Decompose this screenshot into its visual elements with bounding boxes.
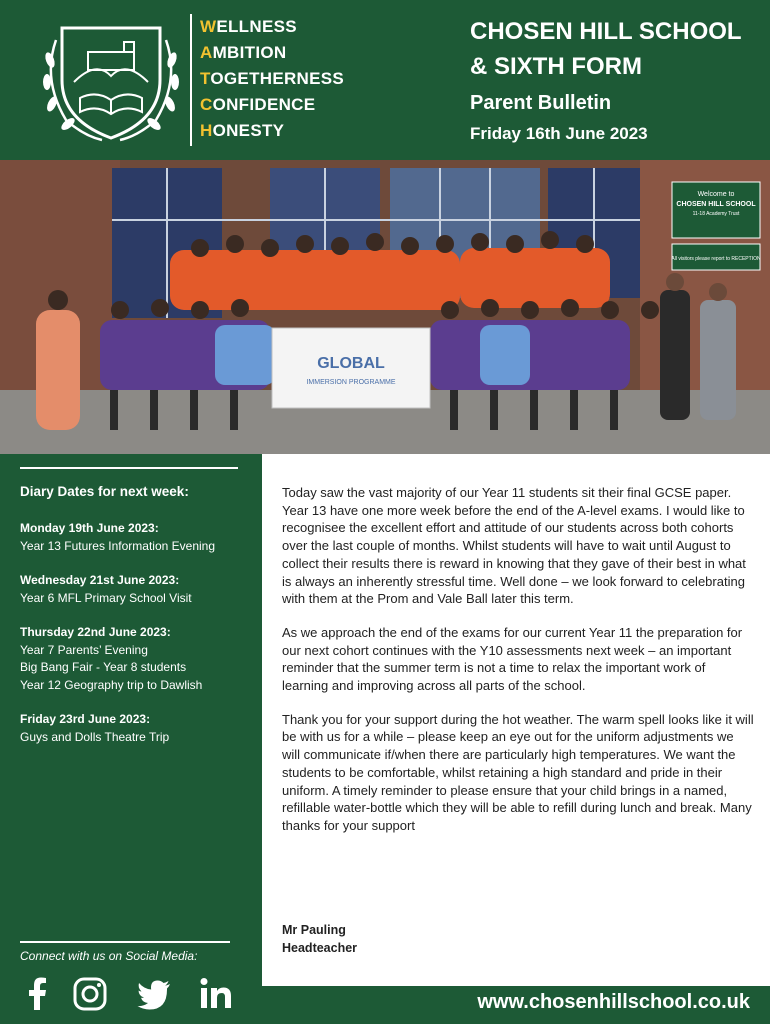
bulletin-date: Friday 16th June 2023 [470, 124, 648, 143]
diary-entry [20, 572, 255, 607]
diary-day: Wednesday 21st June 2023: [20, 573, 180, 587]
diary-day: Monday 19th June 2023: [20, 521, 159, 535]
banner-title: GLOBAL [317, 355, 385, 372]
divider [20, 941, 230, 943]
sign-school-name: CHOSEN HILL SCHOOL [676, 201, 756, 208]
value-confidence: CONFIDENCE [200, 95, 316, 114]
school-crest-logo [40, 20, 182, 144]
diary-item: Year 6 MFL Primary School Visit [20, 590, 192, 605]
group-photo [0, 160, 770, 454]
signoff [282, 922, 357, 957]
paragraph: Thank you for your support during the hot weather. The warm spell looks like it will be with us for a while – please keep an eye out for the uniform adjustments we will communicate if/when there are particularly high temperatures. We want the students to be comfortable, whilst retaining a high standard and pride in their uniform. A timely reminder to please ensure that your child brings in a named, refillable water-bottle which they will be able to refill during lunch and break. Many thanks for your support [282, 711, 754, 833]
signoff-role: Headteacher [282, 940, 358, 955]
school-values [190, 14, 344, 146]
main-content [262, 454, 770, 986]
value-honesty: HONESTY [200, 121, 285, 140]
paragraph: Today saw the vast majority of our Year 11 students sit their final GCSE paper. Year 13 have one more week before the end of the A-level exams. I would like to recognisee the excellent effort and attitude of our students across both cohorts over the last couple of months. Whilst students will have to wait until August to collect their results there is reward in knowing that they gave of their best in what is always an inherently stressful time. Well done – we look forward to celebrating with them at the Prom and Vale Ball later this term. [282, 485, 746, 607]
sign-trust: 11-18 Academy Trust [692, 211, 740, 217]
diary-entry [20, 624, 255, 694]
paragraph: As we approach the end of the exams for our current Year 11 the preparation for our next cohort continues with the Y10 assessments next week – an important reminder that the summer term is not a time to relax the important work of learning and improving across all parts of the school. [282, 624, 743, 694]
social-icons [20, 976, 240, 1016]
banner-subtitle: IMMERSION PROGRAMME [306, 379, 396, 386]
bulletin-title: Parent Bulletin [470, 92, 612, 114]
diary-title: Diary Dates for next week: [20, 484, 189, 499]
linkedin-icon[interactable] [198, 976, 234, 1012]
signoff-name: Mr Pauling [282, 923, 346, 937]
sidebar [0, 454, 262, 1024]
diary-entry [20, 711, 255, 746]
diary-item: Big Bang Fair - Year 8 students [20, 660, 187, 674]
twitter-icon[interactable] [136, 976, 172, 1012]
diary-list [20, 520, 255, 763]
diary-item: Guys and Dolls Theatre Trip [20, 729, 170, 744]
diary-item: Year 12 Geography trip to Dawlish [20, 677, 203, 692]
value-ambition: AMBITION [200, 43, 287, 62]
facebook-icon[interactable] [20, 976, 56, 1012]
bulletin-body [282, 484, 754, 851]
school-name: CHOSEN HILL SCHOOL & SIXTH FORM [470, 18, 742, 80]
sign-reception: All visitors please report to RECEPTION [671, 256, 761, 262]
diary-entry [20, 520, 255, 555]
footer [262, 986, 770, 1024]
value-togetherness: TOGETHERNESS [200, 69, 345, 88]
diary-day: Friday 23rd June 2023: [20, 712, 151, 726]
page-header [0, 0, 770, 160]
diary-item: Year 7 Parents’ Evening [20, 642, 148, 657]
divider [20, 467, 238, 469]
diary-day: Thursday 22nd June 2023: [20, 625, 171, 639]
diary-item: Year 13 Futures Information Evening [20, 538, 216, 553]
website-link[interactable]: www.chosenhillschool.co.uk [477, 991, 750, 1013]
value-wellness: WELLNESS [200, 17, 297, 36]
social-label: Connect with us on Social Media: [20, 949, 198, 963]
sign-welcome: Welcome to [697, 191, 735, 198]
instagram-icon[interactable] [72, 976, 108, 1012]
